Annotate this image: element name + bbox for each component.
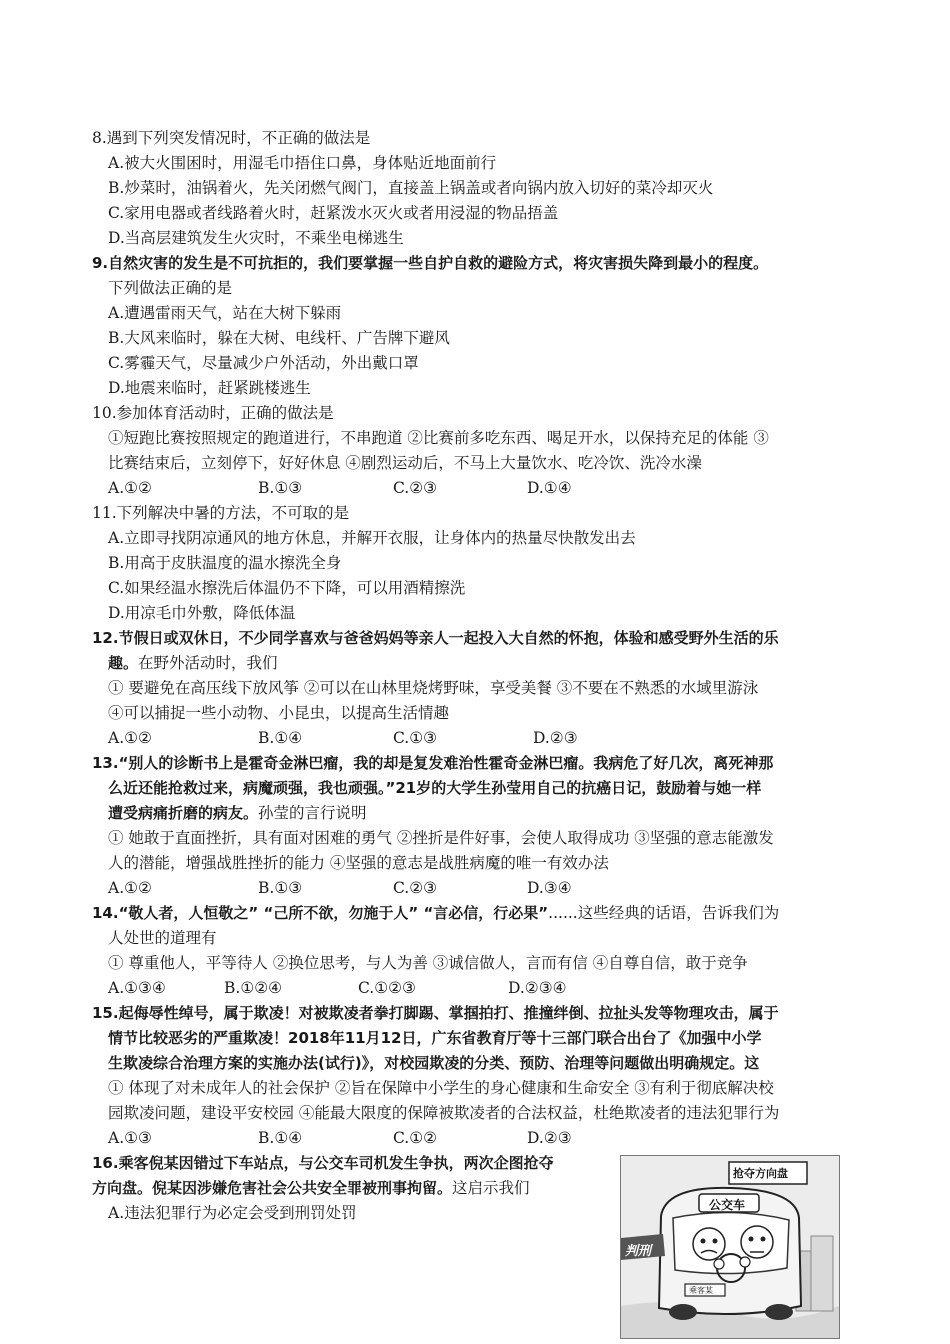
cartoon-plate-label: 乘客某	[689, 1286, 713, 1295]
q13-stem-line3-bold: 遭受病痛折磨的病友。	[108, 804, 259, 822]
q13-option-d: D.③④	[527, 879, 572, 897]
q15-stem-line1: 15.起侮辱性绰号，属于欺凌！对被欺凌者拳打脚踢、掌掴拍打、推撞绊倒、拉扯头发等物理攻击，属于	[92, 1004, 779, 1022]
q12-stem-line2	[108, 653, 278, 674]
q15-statement-line2: 园欺凌问题，建设平安校园 ④能最大限度的保障被欺凌者的合法权益，杜绝欺凌者的违法犯罪行为	[108, 1104, 780, 1122]
q14-option-c: C.①②③	[358, 979, 416, 997]
q8-option-a: A.被大火围困时，用湿毛巾捂住口鼻，身体贴近地面前行	[108, 154, 497, 172]
q8-option-d: D.当高层建筑发生火灾时，不乘坐电梯逃生	[108, 229, 404, 247]
q13-option-c: C.②③	[393, 879, 438, 897]
q14-option-a: A.①③④	[108, 979, 166, 997]
q10-option-c: C.②③	[393, 479, 438, 497]
q11-option-d: D.用凉毛巾外敷，降低体温	[108, 604, 296, 622]
cartoon-illustration	[620, 1155, 840, 1339]
q14-stem-line1-rest: ......这些经典的话语，告诉我们为	[548, 904, 780, 922]
q13-option-a: A.①②	[108, 879, 152, 897]
q12-option-d: D.②③	[533, 729, 578, 747]
q13-option-b: B.①③	[258, 879, 303, 897]
q8-stem: 8.遇到下列突发情况时，不正确的做法是	[92, 129, 371, 147]
cartoon-side-label: 判刑	[625, 1244, 652, 1259]
q15-option-d: D.②③	[527, 1129, 572, 1147]
q13-stem-line2: 么近还能抢救过来，病魔顽强，我也顽强。”21岁的大学生孙莹用自己的抗癌日记，鼓励着与她一样	[108, 779, 762, 797]
q9-stem-line2: 下列做法正确的是	[108, 279, 233, 297]
q11-option-b: B.用高于皮肤温度的温水擦洗全身	[108, 554, 342, 572]
q12-statement-line2: ④可以捕捉一些小动物、小昆虫，以提高生活情趣	[108, 704, 450, 722]
q14-stem-line2: 人处世的道理有	[108, 929, 217, 947]
q15-option-a: A.①③	[108, 1129, 152, 1147]
q15-option-b: B.①④	[258, 1129, 303, 1147]
q14-options	[108, 978, 567, 998]
q15-option-c: C.①②	[393, 1129, 438, 1147]
q16-stem-line1: 16.乘客倪某因错过下车站点，与公交车司机发生争执，两次企图抢夺	[92, 1154, 554, 1172]
q12-options	[108, 728, 578, 748]
cartoon-bus-label: 公交车	[709, 1198, 746, 1212]
q9-option-b: B.大风来临时，躲在大树、电线杆、广告牌下避风	[108, 329, 450, 347]
q12-option-c: C.①③	[393, 729, 438, 747]
q14-option-d: D.②③④	[508, 979, 567, 997]
q15-stem-line3: 生欺凌综合治理方案的实施办法(试行)》，对校园欺凌的分类、预防、治理等问题做出明确规定。这	[108, 1054, 760, 1072]
q12-stem-line2-bold: 趣。	[108, 654, 139, 672]
q10-option-b: B.①③	[258, 479, 303, 497]
cartoon-sign-text: 抢夺方向盘	[733, 1167, 788, 1180]
q13-options	[108, 878, 572, 898]
q13-stem-line3-rest: 孙莹的言行说明	[258, 804, 367, 822]
q12-stem-line2-rest: 在野外活动时，我们	[138, 654, 278, 672]
q13-statement-line2: 人的潜能，增强战胜挫折的能力 ④坚强的意志是战胜病魔的唯一有效办法	[108, 854, 609, 872]
q11-option-c: C.如果经温水擦洗后体温仍不下降，可以用酒精擦洗	[108, 579, 466, 597]
q13-stem-line3	[108, 803, 367, 824]
q15-stem-line2: 情节比较恶劣的严重欺凌！2018年11月12日，广东省教育厅等十三部门联合出台了《加强中小学	[108, 1029, 762, 1047]
q14-statement-line1: ① 尊重他人，平等待人 ②换位思考，与人为善 ③诚信做人，言而有信 ④自尊自信，敢于竞争	[108, 954, 748, 972]
q9-stem-line1: 9.自然灾害的发生是不可抗拒的，我们要掌握一些自护自救的避险方式，将灾害损失降到最小的程度。	[92, 254, 769, 272]
q15-options	[108, 1128, 572, 1148]
q14-stem-line1	[92, 903, 779, 924]
q16-stem-line2-bold: 方向盘。倪某因涉嫌危害社会公共安全罪被刑事拘留。	[92, 1179, 453, 1197]
q12-option-a: A.①②	[108, 729, 152, 747]
q16-stem-line2	[92, 1178, 530, 1199]
q16-option-a: A.违法犯罪行为必定会受到刑罚处罚	[108, 1204, 357, 1222]
q15-statement-line1: ① 体现了对未成年人的社会保护 ②旨在保障中小学生的身心健康和生命安全 ③有利于彻底解决校	[108, 1079, 774, 1097]
q13-statement-line1: ① 她敢于直面挫折，具有面对困难的勇气 ②挫折是件好事，会使人取得成功 ③坚强的意志能激发	[108, 829, 774, 847]
q10-option-a: A.①②	[108, 479, 152, 497]
q8-option-b: B.炒菜时，油锅着火，先关闭燃气阀门，直接盖上锅盖或者向锅内放入切好的菜冷却灭火	[108, 179, 714, 197]
q10-option-d: D.①④	[527, 479, 572, 497]
q9-option-d: D.地震来临时，赶紧跳楼逃生	[108, 379, 311, 397]
q12-option-b: B.①④	[258, 729, 303, 747]
q10-statement-line1: ①短跑比赛按照规定的跑道进行，不串跑道 ②比赛前多吃东西、喝足开水，以保持充足的体能 ③	[108, 429, 769, 447]
q12-stem-line1: 12.节假日或双休日，不少同学喜欢与爸爸妈妈等亲人一起投入大自然的怀抱，体验和感受野外生活的乐	[92, 629, 779, 647]
cartoon-bus-drawing	[621, 1156, 839, 1338]
q12-statement-line1: ① 要避免在高压线下放风筝 ②可以在山林里烧烤野味，享受美餐 ③不要在不熟悉的水域里游泳	[108, 679, 759, 697]
q11-stem: 11.下列解决中暑的方法，不可取的是	[92, 504, 350, 522]
q14-option-b: B.①②④	[224, 979, 283, 997]
q10-statement-line2: 比赛结束后，立刻停下，好好休息 ④剧烈运动后，不马上大量饮水、吃冷饮、洗冷水澡	[108, 454, 702, 472]
q10-stem: 10.参加体育活动时，正确的做法是	[92, 404, 334, 422]
q9-option-a: A.遭遇雷雨天气，站在大树下躲雨	[108, 304, 342, 322]
q16-stem-line2-rest: 这启示我们	[452, 1179, 530, 1197]
q14-stem-line1-bold: 14.“敬人者，人恒敬之” “己所不欲，勿施于人” “言必信，行必果”	[92, 904, 549, 922]
q8-option-c: C.家用电器或者线路着火时，赶紧泼水灭火或者用浸湿的物品捂盖	[108, 204, 559, 222]
q9-option-c: C.雾霾天气，尽量减少户外活动，外出戴口罩	[108, 354, 419, 372]
q10-options	[108, 478, 572, 498]
q13-stem-line1: 13.“别人的诊断书上是霍奇金淋巴瘤，我的却是复发难治性霍奇金淋巴瘤。我病危了好几次，离死神那	[92, 754, 774, 772]
q11-option-a: A.立即寻找阴凉通风的地方休息，并解开衣服，让身体内的热量尽快散发出去	[108, 529, 636, 547]
